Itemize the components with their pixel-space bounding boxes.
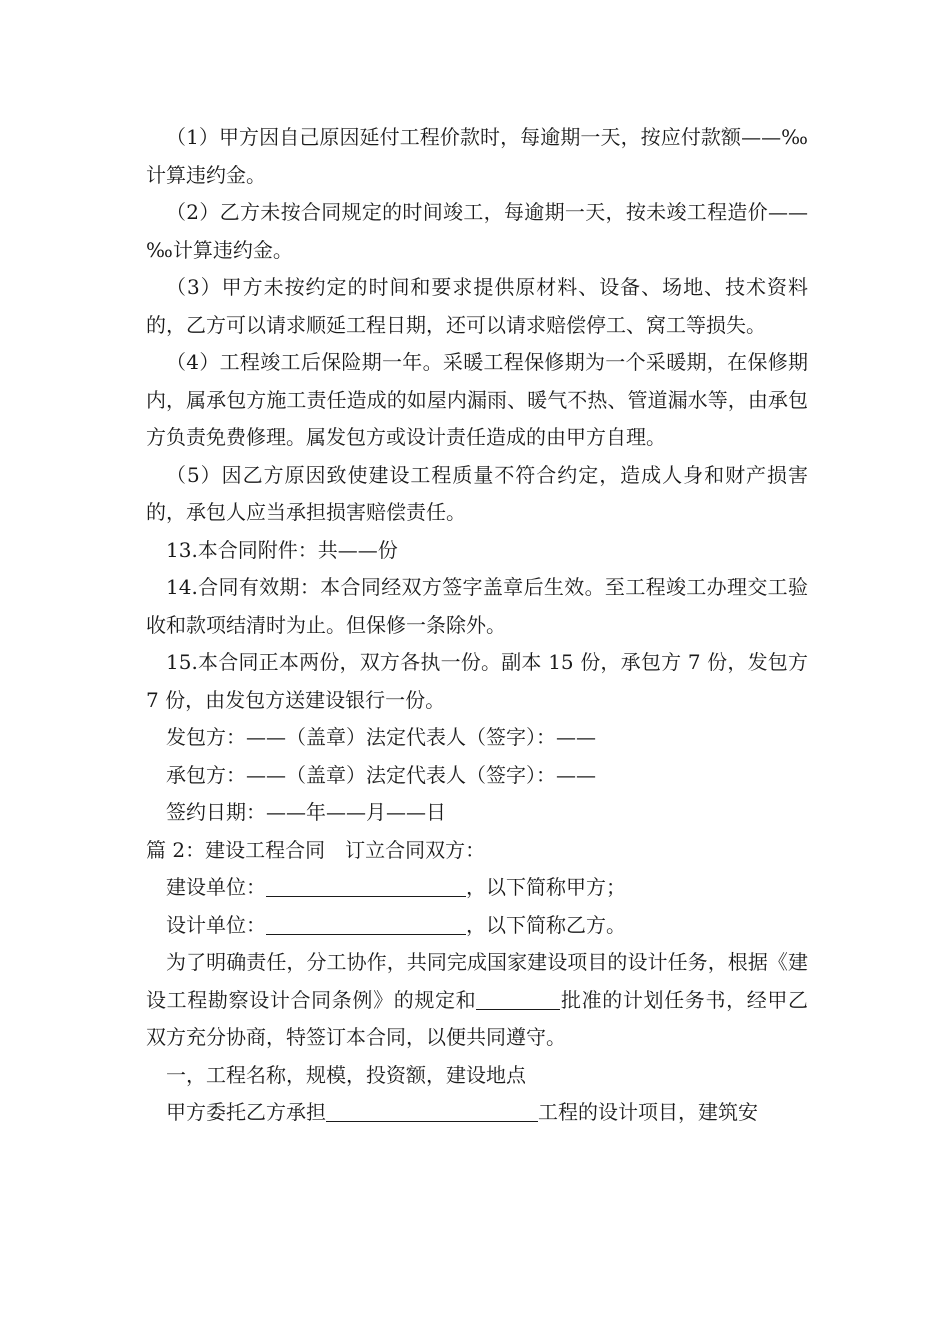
party-a-blank bbox=[266, 874, 466, 897]
contractor-signature-line: 承包方：——（盖章）法定代表人（签字）：—— bbox=[166, 762, 596, 787]
party-b-suffix: ，以下简称乙方。 bbox=[466, 912, 626, 937]
party-a-label: 建设单位： bbox=[166, 875, 266, 899]
clause-4: （4）工程竣工后保险期一年。采暖工程保修期为一个采暖期，在保修期内，属承包方施工责任造成的如屋内漏雨、暖气不热、管道漏水等，由承包方负责免费修理。属发包方或设计责任造成的由甲方自理。 bbox=[146, 350, 808, 449]
item-14-validity: 14.合同有效期：本合同经双方签字盖章后生效。至工程竣工办理交工验收和款项结清时为止。但保修一条除外。 bbox=[146, 575, 808, 637]
section-heading: 篇 2：建设工程合同 订立合同双方： bbox=[146, 837, 486, 862]
party-b-blank bbox=[266, 912, 466, 935]
intro-after: 批准的计划任务书，经甲乙双方充分协商，特签订本合同，以便共同遵守。 bbox=[146, 987, 809, 1049]
article-1-before: 甲方委托乙方承担 bbox=[166, 1100, 326, 1124]
intro-paragraph bbox=[146, 944, 808, 1057]
party-a-suffix: ，以下简称甲方； bbox=[466, 875, 626, 899]
article-1-heading: 一，工程名称，规模，投资额，建设地点 bbox=[166, 1062, 526, 1087]
approval-authority-blank bbox=[476, 987, 560, 1010]
item-15-copies: 15.本合同正本两份，双方各执一份。副本 15 份，承包方 7 份，发包方 7 份，由发包方送建设银行一份。 bbox=[146, 650, 808, 712]
clause-1: （1）甲方因自己原因延付工程价款时，每逾期一天，按应付款额——‰计算违约金。 bbox=[146, 125, 808, 187]
contract-text bbox=[146, 119, 808, 1132]
party-a-line bbox=[146, 869, 808, 907]
clause-5: （5）因乙方原因致使建设工程质量不符合约定，造成人身和财产损害的，承包人应当承担损害赔偿责任。 bbox=[146, 462, 808, 524]
party-b-line bbox=[146, 907, 808, 945]
party-b-label: 设计单位： bbox=[166, 912, 266, 937]
project-name-blank bbox=[326, 1099, 538, 1122]
signing-date-line: 签约日期：——年——月——日 bbox=[166, 800, 446, 824]
employer-signature-line: 发包方：——（盖章）法定代表人（签字）：—— bbox=[166, 725, 596, 749]
item-13-attachments: 13.本合同附件：共——份 bbox=[166, 537, 398, 562]
article-1-body bbox=[146, 1094, 808, 1132]
intro-before: 为了明确责任，分工协作，共同完成国家建设项目的设计任务，根据《建设工程勘察设计合同条例》的规定和 bbox=[146, 950, 808, 1012]
clause-3: （3）甲方未按约定的时间和要求提供原材料、设备、场地、技术资料的，乙方可以请求顺延工程日期，还可以请求赔偿停工、窝工等损失。 bbox=[146, 275, 808, 337]
article-1-after: 工程的设计项目，建筑安 bbox=[538, 1100, 758, 1124]
clause-2: （2）乙方未按合同规定的时间竣工，每逾期一天，按未竣工程造价——‰计算违约金。 bbox=[146, 200, 808, 262]
